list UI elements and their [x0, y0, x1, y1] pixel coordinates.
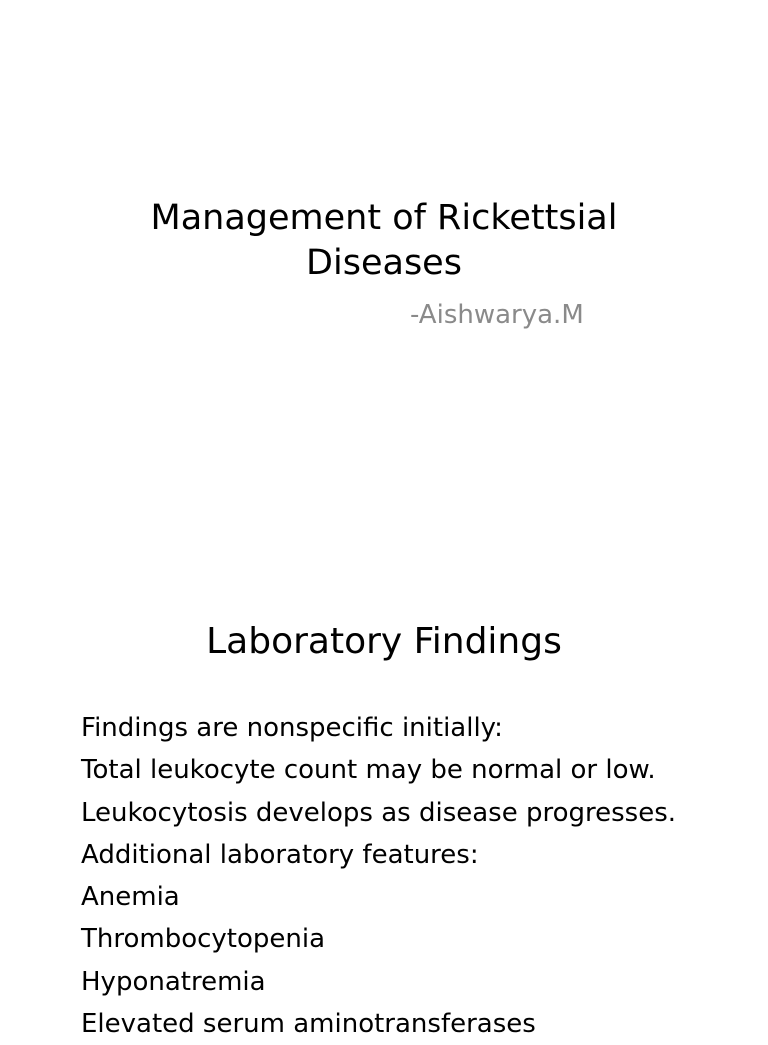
list-item: Thrombocytopenia [81, 924, 326, 955]
slide-laboratory-findings [0, 576, 768, 1040]
slide-heading: Laboratory Findings [206, 621, 562, 662]
slide-title-heading: Management of Rickettsial Diseases [150, 198, 618, 283]
list-item: Elevated serum aminotransferases [81, 1009, 536, 1040]
list-item: Hyponatremia [81, 966, 266, 997]
list-item: Total leukocyte count may be normal or low. [81, 755, 656, 786]
list-item: Leukocytosis develops as disease progresses. [81, 797, 677, 828]
list-item: Anemia [81, 882, 180, 913]
list-item: Additional laboratory features: [81, 839, 479, 870]
list-item: Findings are nonspecific initially: [81, 713, 503, 743]
author-subtitle: -Aishwarya.M [410, 300, 584, 330]
findings-list [81, 707, 676, 1045]
